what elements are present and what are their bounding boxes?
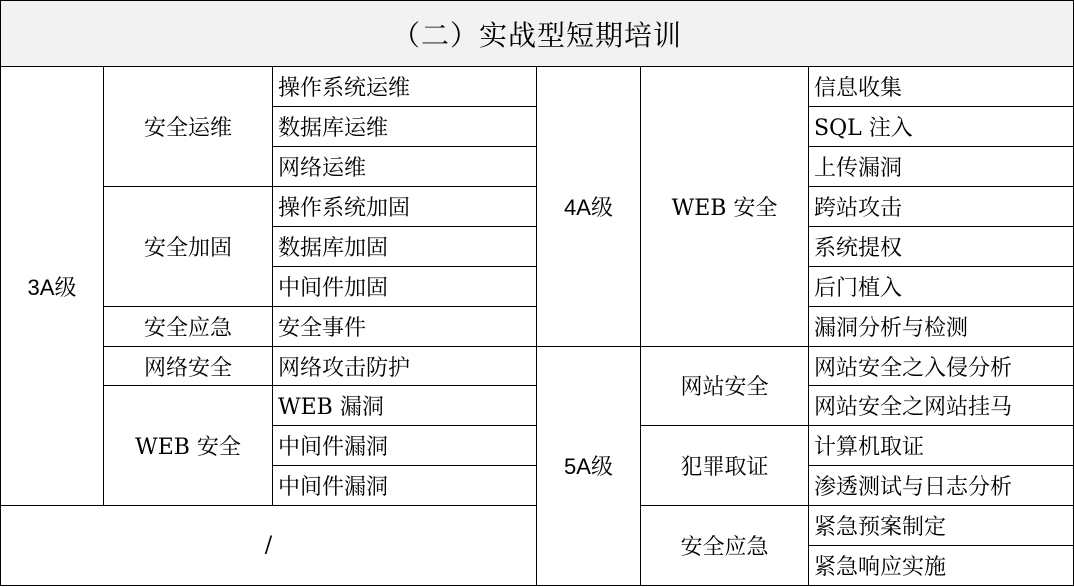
- course-item: 网络运维: [273, 147, 537, 187]
- course-item: 后门植入: [809, 266, 1074, 306]
- empty-mark-cell: /: [1, 506, 537, 586]
- course-item: 数据库运维: [273, 107, 537, 147]
- category-web-security-4a: WEB 安全: [641, 67, 809, 346]
- course-item: 中间件加固: [273, 266, 537, 306]
- course-item: 上传漏洞: [809, 147, 1074, 187]
- course-item: 中间件漏洞: [273, 466, 537, 506]
- course-item: 网络攻击防护: [273, 346, 537, 386]
- course-item: 紧急预案制定: [809, 506, 1074, 546]
- category-forensics: 犯罪取证: [641, 426, 809, 506]
- category-web-security-3a: WEB 安全: [104, 386, 273, 506]
- course-item: 跨站攻击: [809, 187, 1074, 227]
- course-item: 计算机取证: [809, 426, 1074, 466]
- table-title: （二）实战型短期培训: [1, 1, 1074, 67]
- course-item: 安全事件: [273, 306, 537, 346]
- course-item: 操作系统加固: [273, 187, 537, 227]
- category-website-security: 网站安全: [641, 346, 809, 426]
- course-item: 漏洞分析与检测: [809, 306, 1074, 346]
- course-item: 网站安全之网站挂马: [809, 386, 1074, 426]
- category-emergency-5a: 安全应急: [641, 506, 809, 586]
- course-item: 中间件漏洞: [273, 426, 537, 466]
- level-5a-cell: 5A级: [537, 346, 641, 585]
- course-item: WEB 漏洞: [273, 386, 537, 426]
- course-item: 网站安全之入侵分析: [809, 346, 1074, 386]
- course-item: 系统提权: [809, 226, 1074, 266]
- course-item: 紧急响应实施: [809, 545, 1074, 585]
- category-network-security: 网络安全: [104, 346, 273, 386]
- category-security-ops: 安全运维: [104, 67, 273, 187]
- course-item: SQL 注入: [809, 107, 1074, 147]
- course-item: 信息收集: [809, 67, 1074, 107]
- level-3a-cell: 3A级: [1, 67, 104, 506]
- course-item: 渗透测试与日志分析: [809, 466, 1074, 506]
- category-hardening: 安全加固: [104, 187, 273, 307]
- course-item: 数据库加固: [273, 226, 537, 266]
- level-4a-cell: 4A级: [537, 67, 641, 346]
- course-item: 操作系统运维: [273, 67, 537, 107]
- category-emergency-3a: 安全应急: [104, 306, 273, 346]
